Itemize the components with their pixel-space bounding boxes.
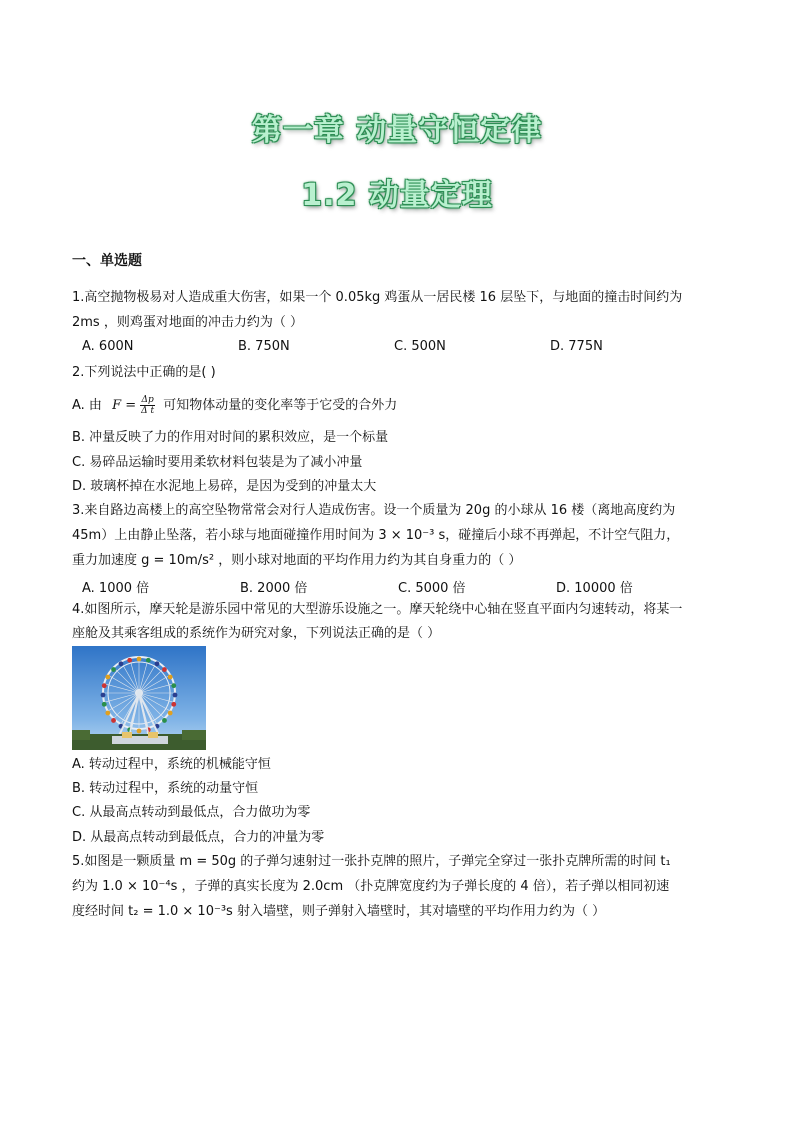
q3-option-a: A. 1000 倍 (82, 581, 150, 596)
q2-formula-lhs: F = (112, 398, 137, 413)
wheel-cabin (155, 661, 160, 666)
q2-formula-denominator: Δ t (141, 406, 155, 416)
wheel-cabin (101, 693, 106, 698)
wheel-cabin (171, 683, 176, 688)
q5-line-3: 度经时间 t₂ = 1.0 × 10⁻³s 射入墙壁，则子弹射入墙壁时，其对墙壁的平均作用力约为（ ） (72, 904, 606, 919)
wheel-cabin (119, 661, 124, 666)
q3-line-1: 3.来自路边高楼上的高空坠物常常会对行人造成伤害。设一个质量为 20g 的小球从 16 楼（离地高度约为 (72, 503, 676, 518)
section-heading: 一、单选题 (72, 253, 142, 269)
q3-line-3: 重力加速度 g = 10m/s² ，则小球对地面的平均作用力约为其自身重力的（ ） (72, 553, 522, 568)
ferris-wheel-illustration (72, 646, 206, 750)
q4-option-b: B. 转动过程中，系统的动量守恒 (72, 781, 259, 796)
ferris-wheel-photo (72, 646, 206, 750)
q1-option-a: A. 600N (82, 339, 134, 354)
wheel-cabin (146, 658, 151, 663)
q3-option-b: B. 2000 倍 (240, 581, 308, 596)
q2-stem: 2.下列说法中正确的是( ) (72, 365, 216, 380)
wheel-cabin (171, 702, 176, 707)
wheel-cabin (102, 702, 107, 707)
q1-option-d: D. 775N (550, 339, 603, 354)
q4-option-a: A. 转动过程中，系统的机械能守恒 (72, 757, 271, 772)
wheel-cabin (127, 658, 132, 663)
wheel-cabin (105, 675, 110, 680)
q1-option-b: B. 750N (238, 339, 290, 354)
chapter-title: 第一章 动量守恒定律 (251, 113, 543, 148)
q2-formula-fraction (140, 395, 155, 416)
q3-option-d: D. 10000 倍 (556, 581, 633, 596)
q2-option-a-suffix: 可知物体动量的变化率等于它受的合外力 (163, 398, 398, 413)
q2-formula-numerator: Δp (141, 395, 154, 405)
wheel-cabin (111, 667, 116, 672)
q2-option-c: C. 易碎品运输时要用柔软材料包装是为了减小冲量 (72, 455, 363, 470)
q5-line-1: 5.如图是一颗质量 m = 50g 的子弹匀速射过一张扑克牌的照片，子弹完全穿过一张扑克牌所需的时间 t₁ (72, 854, 671, 869)
q4-option-c: C. 从最高点转动到最低点，合力做功为零 (72, 805, 311, 820)
q1-line-2: 2ms ，则鸡蛋对地面的冲击力约为（ ） (72, 315, 303, 330)
wheel-cabin (168, 711, 173, 716)
wheel-cabin (162, 667, 167, 672)
wheel-cabin (105, 711, 110, 716)
wheel-cabin (102, 683, 107, 688)
q2-option-b: B. 冲量反映了力的作用对时间的累积效应，是一个标量 (72, 430, 389, 445)
q4-option-d: D. 从最高点转动到最低点，合力的冲量为零 (72, 830, 325, 845)
wheel-cabin (137, 729, 142, 734)
wheel-cabin (162, 718, 167, 723)
q2-option-a-prefix: A. 由 (72, 398, 102, 413)
wheel-cabin (137, 657, 142, 662)
q5-line-2: 约为 1.0 × 10⁻⁴s ，子弹的真实长度为 2.0cm （扑克牌宽度约为子弹长度的 4 倍），若子弹以相同初速 (72, 879, 670, 894)
section-title: 1.2 动量定理 (301, 178, 493, 213)
wheel-cabin (173, 693, 178, 698)
q3-option-c: C. 5000 倍 (398, 581, 466, 596)
q1-option-c: C. 500N (394, 339, 446, 354)
wheel-cabin (168, 675, 173, 680)
q4-line-2: 座舱及其乘客组成的系统作为研究对象，下列说法正确的是（ ） (72, 626, 441, 641)
q1-line-1: 1.高空抛物极易对人造成重大伤害，如果一个 0.05kg 鸡蛋从一居民楼 16 层坠下，与地面的撞击时间约为 (72, 290, 683, 305)
wheel-cabin (111, 718, 116, 723)
q3-line-2: 45m）上由静止坠落，若小球与地面碰撞作用时间为 3 × 10⁻³ s，碰撞后小球不再弹起，不计空气阻力， (72, 528, 680, 543)
q2-option-d: D. 玻璃杯掉在水泥地上易碎，是因为受到的冲量太大 (72, 479, 377, 494)
q4-line-1: 4.如图所示，摩天轮是游乐园中常见的大型游乐设施之一。摩天轮绕中心轴在竖直平面内匀速转动，将某一 (72, 602, 683, 617)
q2-option-a (72, 394, 397, 418)
